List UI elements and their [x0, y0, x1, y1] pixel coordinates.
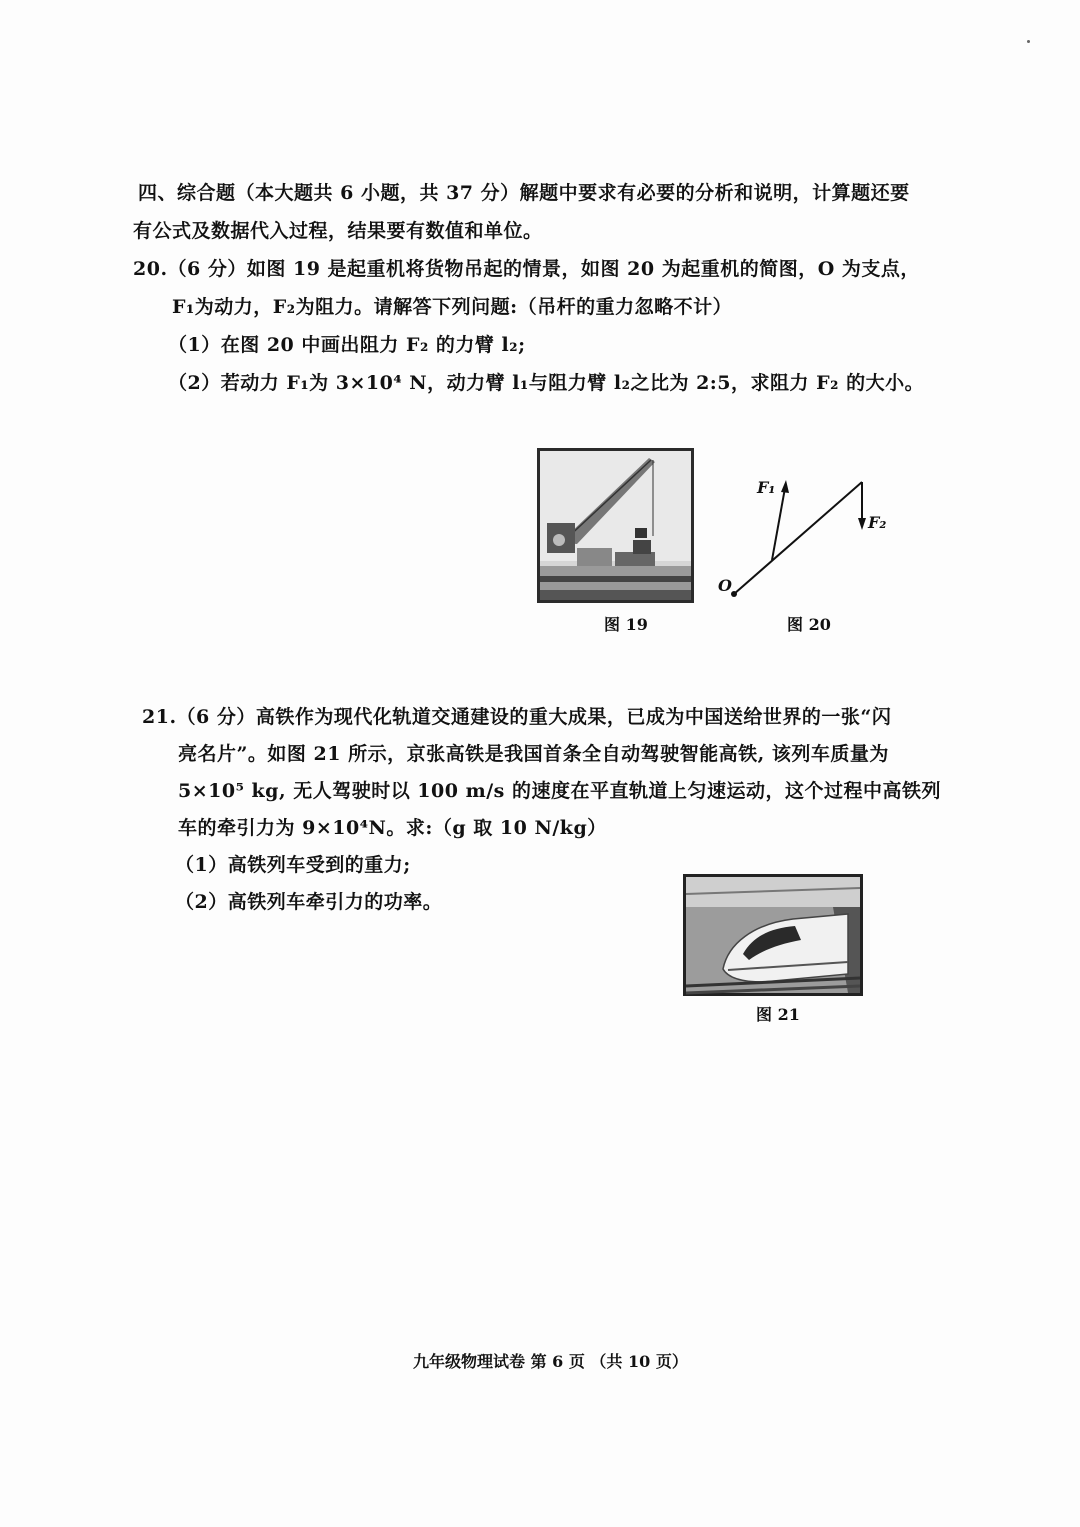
page-footer: 九年级物理试卷 第 6 页 （共 10 页）	[413, 1352, 688, 1371]
figure-19-crane-photo	[537, 448, 694, 603]
q20-stem-line2: F₁为动力，F₂为阻力。请解答下列问题:（吊杆的重力忽略不计）	[172, 296, 733, 318]
q20-stem-line1: 20.（6 分）如图 19 是起重机将货物吊起的情景，如图 20 为起重机的简图，O 为支点，	[133, 258, 920, 280]
figure-20-lever-diagram	[710, 470, 900, 605]
q21-subquestion-1: （1）高铁列车受到的重力;	[175, 854, 411, 876]
q20-subquestion-2: （2）若动力 F₁为 3×10⁴ N，动力臂 l₁与阻力臂 l₂之比为 2:5，求阻力 F₂ 的大小。	[168, 372, 925, 394]
q21-stem-line1: 21.（6 分）高铁作为现代化轨道交通建设的重大成果，已成为中国送给世界的一张“闪	[142, 706, 892, 728]
lever-arm	[734, 482, 862, 594]
q21-stem-line4: 车的牵引力为 9×10⁴N。求:（g 取 10 N/kg）	[178, 817, 607, 839]
q21-stem-line2: 亮名片”。如图 21 所示，京张高铁是我国首条全自动驾驶智能高铁, 该列车质量为	[178, 743, 889, 765]
o-label: O	[718, 576, 732, 595]
figure-21-caption: 图 21	[756, 1005, 800, 1024]
figure-21-train-photo	[683, 874, 863, 996]
force-f1-arrow	[772, 488, 785, 560]
figure-19-caption: 图 19	[604, 615, 648, 634]
section-heading-line2: 有公式及数据代入过程，结果要有数值和单位。	[133, 220, 543, 242]
f2-label: F₂	[868, 513, 887, 532]
q20-subquestion-1: （1）在图 20 中画出阻力 F₂ 的力臂 l₂;	[168, 334, 526, 356]
section-heading-line1: 四、综合题（本大题共 6 小题，共 37 分）解题中要求有必要的分析和说明，计算题还要	[138, 182, 910, 204]
figure-20-caption: 图 20	[787, 615, 831, 634]
q21-stem-line3: 5×10⁵ kg, 无人驾驶时以 100 m/s 的速度在平直轨道上匀速运动，这个过程中高铁列	[178, 780, 941, 802]
scan-speck	[1027, 40, 1030, 43]
q21-subquestion-2: （2）高铁列车牵引力的功率。	[175, 891, 443, 913]
f1-label: F₁	[757, 478, 776, 497]
